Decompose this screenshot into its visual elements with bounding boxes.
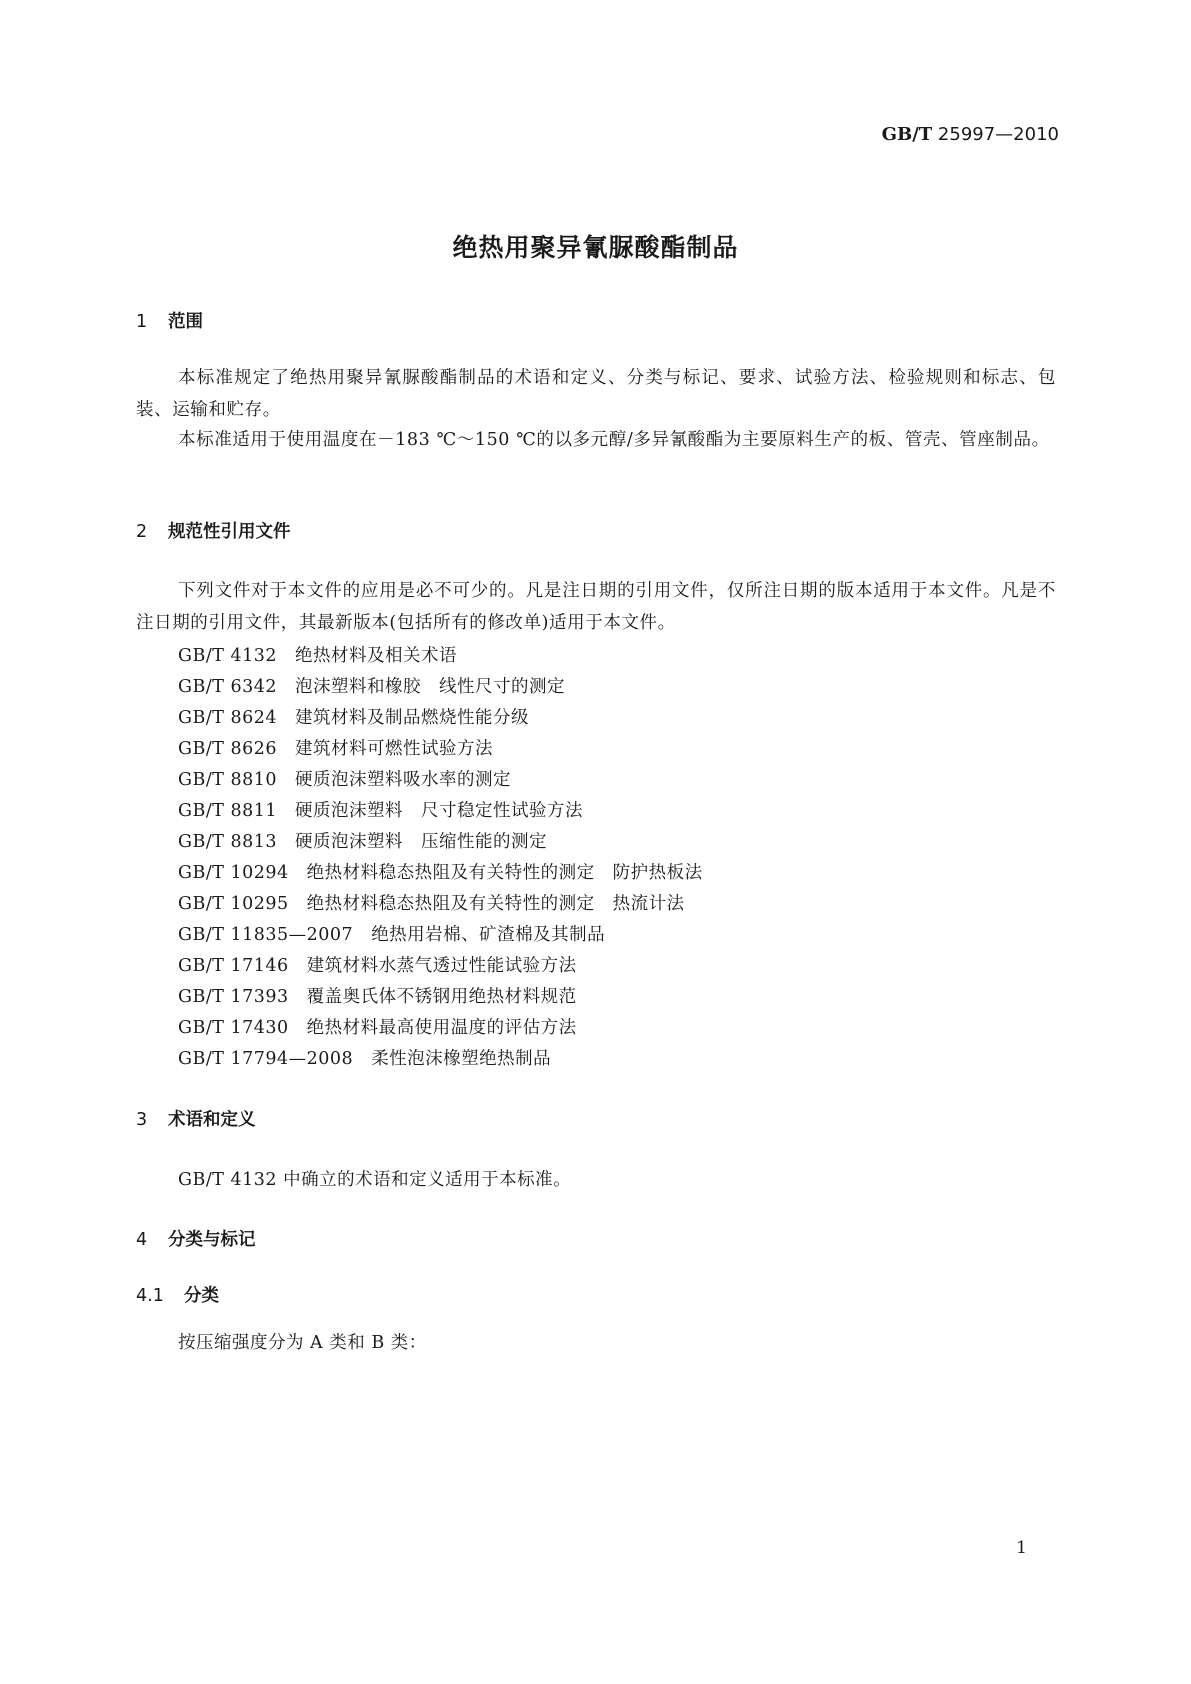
reference-title: 硬质泡沫塑料吸水率的测定 xyxy=(295,770,512,790)
reference-title: 建筑材料可燃性试验方法 xyxy=(295,739,494,759)
reference-title: 硬质泡沫塑料 尺寸稳定性试验方法 xyxy=(295,801,584,821)
section-number: 2 xyxy=(136,522,148,542)
reference-title: 绝热材料稳态热阻及有关特性的测定 防护热板法 xyxy=(306,863,703,883)
reference-title: 泡沫塑料和橡胶 线性尺寸的测定 xyxy=(295,677,566,697)
reference-code: GB/T 11835—2007 xyxy=(178,925,354,945)
section-heading-scope xyxy=(136,308,203,333)
section-title: 分类与标记 xyxy=(168,1230,256,1250)
section-heading-normative-references xyxy=(136,518,291,543)
reference-title: 建筑材料水蒸气透过性能试验方法 xyxy=(306,956,577,976)
section-number: 3 xyxy=(136,1110,148,1130)
reference-item xyxy=(178,952,577,977)
scope-paragraph-1: 本标准规定了绝热用聚异氰脲酸酯制品的术语和定义、分类与标记、要求、试验方法、检验规则和标志、包装、运输和贮存。 xyxy=(136,368,1056,420)
reference-title: 柔性泡沫橡塑绝热制品 xyxy=(371,1049,552,1069)
section-number: 1 xyxy=(136,312,148,332)
standard-code-prefix: GB/T xyxy=(881,124,933,145)
reference-code: GB/T 17430 xyxy=(178,1018,289,1038)
section-number: 4.1 xyxy=(136,1286,164,1306)
scope-paragraph-2: 本标准适用于使用温度在－183 ℃～150 ℃的以多元醇/多异氰酸酯为主要原料生产的板、管壳、管座制品。 xyxy=(178,430,1050,450)
section-title: 分类 xyxy=(184,1286,219,1306)
section-title: 范围 xyxy=(168,312,203,332)
reference-item xyxy=(178,1014,577,1039)
reference-item xyxy=(178,704,529,729)
page-number: 1 xyxy=(1016,1538,1027,1558)
reference-title: 硬质泡沫塑料 压缩性能的测定 xyxy=(295,832,548,852)
reference-item xyxy=(178,735,493,760)
reference-title: 绝热材料及相关术语 xyxy=(295,646,458,666)
reference-item xyxy=(178,766,511,791)
subsection-heading-classification xyxy=(136,1282,219,1307)
reference-title: 绝热材料最高使用温度的评估方法 xyxy=(306,1018,577,1038)
reference-code: GB/T 8813 xyxy=(178,832,278,852)
section-heading-terms xyxy=(136,1106,256,1131)
reference-item xyxy=(178,859,703,884)
reference-title: 绝热材料稳态热阻及有关特性的测定 热流计法 xyxy=(306,894,685,914)
reference-code: GB/T 8810 xyxy=(178,770,278,790)
reference-title: 绝热用岩棉、矿渣棉及其制品 xyxy=(371,925,606,945)
reference-item xyxy=(178,890,685,915)
reference-code: GB/T 17794—2008 xyxy=(178,1049,354,1069)
reference-item xyxy=(178,673,565,698)
reference-code: GB/T 8624 xyxy=(178,708,278,728)
reference-item xyxy=(178,797,583,822)
classification-paragraph: 按压缩强度分为 A 类和 B 类： xyxy=(178,1333,427,1353)
document-title: 绝热用聚异氰脲酸酯制品 xyxy=(452,233,739,262)
reference-item xyxy=(178,921,605,946)
reference-code: GB/T 17146 xyxy=(178,956,289,976)
reference-item xyxy=(178,642,457,667)
reference-code: GB/T 4132 xyxy=(178,646,278,666)
reference-title: 建筑材料及制品燃烧性能分级 xyxy=(295,708,530,728)
reference-code: GB/T 17393 xyxy=(178,987,289,1007)
section-number: 4 xyxy=(136,1230,148,1250)
reference-title: 覆盖奥氏体不锈钢用绝热材料规范 xyxy=(306,987,577,1007)
terms-paragraph: GB/T 4132 中确立的术语和定义适用于本标准。 xyxy=(178,1170,572,1190)
section-title: 规范性引用文件 xyxy=(168,522,291,542)
references-intro: 下列文件对于本文件的应用是必不可少的。凡是注日期的引用文件，仅所注日期的版本适用于本文件。凡是不注日期的引用文件，其最新版本(包括所有的修改单)适用于本文件。 xyxy=(136,581,1056,633)
reference-code: GB/T 10295 xyxy=(178,894,289,914)
reference-item xyxy=(178,1045,551,1070)
reference-item xyxy=(178,983,577,1008)
standard-code-number: 25997—2010 xyxy=(932,124,1059,145)
reference-code: GB/T 6342 xyxy=(178,677,278,697)
standard-code xyxy=(882,124,1059,145)
reference-code: GB/T 10294 xyxy=(178,863,289,883)
reference-code: GB/T 8811 xyxy=(178,801,278,821)
section-heading-classification xyxy=(136,1226,256,1251)
reference-code: GB/T 8626 xyxy=(178,739,278,759)
reference-item xyxy=(178,828,547,853)
section-title: 术语和定义 xyxy=(168,1110,256,1130)
